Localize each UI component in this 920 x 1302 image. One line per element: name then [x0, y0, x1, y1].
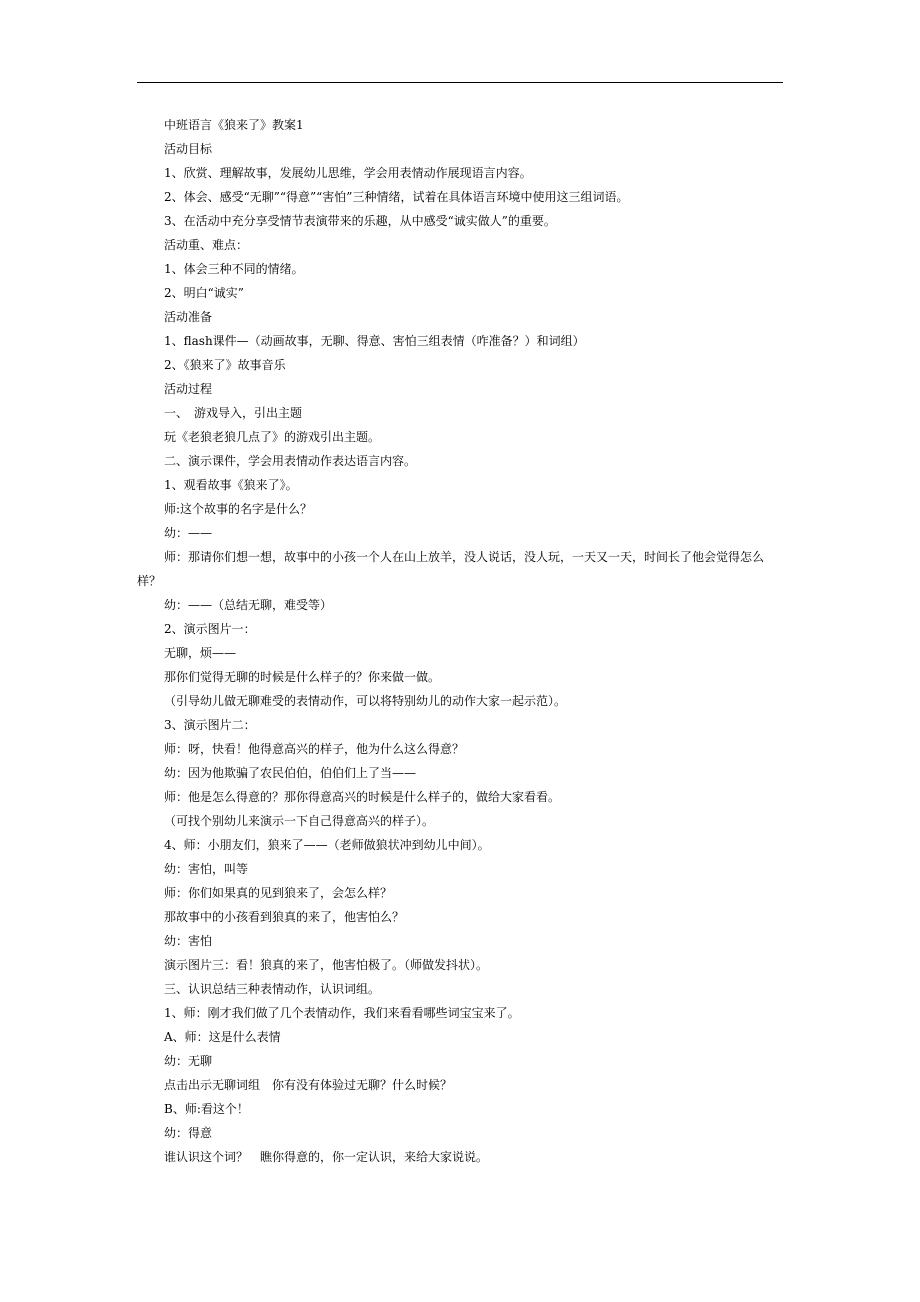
text-line: 无聊，烦—— — [164, 646, 237, 660]
text-line: 幼：害怕，叫等 — [164, 862, 249, 876]
text-line: 4、师：小朋友们，狼来了——（老师做狼状冲到幼儿中间）。 — [164, 838, 490, 852]
text-line: 幼：无聊 — [164, 1054, 213, 1068]
text-line: 幼：得意 — [164, 1126, 213, 1140]
text-line: 3、在活动中充分享受情节表演带来的乐趣，从中感受“诚实做人”的重要。 — [164, 214, 556, 228]
section-heading: 活动过程 — [164, 382, 213, 396]
header-rule — [137, 82, 783, 83]
section-heading: 活动重、难点： — [164, 238, 249, 252]
text-line: 那故事中的小孩看到狼真的来了，他害怕么？ — [164, 910, 405, 924]
text-line: 玩《老狼老狼几点了》的游戏引出主题。 — [164, 430, 381, 444]
text-line: 幼：因为他欺骗了农民伯伯，伯伯们上了当—— — [164, 766, 417, 780]
text-line: 三、认识总结三种表情动作，认识词组。 — [164, 982, 381, 996]
text-line: 师:这个故事的名字是什么？ — [164, 502, 313, 516]
text-line: B、师:看这个！ — [164, 1102, 249, 1116]
document-title: 中班语言《狼来了》教案1 — [164, 118, 304, 132]
text-line: 师：他是怎么得意的？那你得意高兴的时候是什么样子的，做给大家看看。 — [164, 790, 561, 804]
text-line: 幼：——（总结无聊，难受等） — [164, 598, 333, 612]
text-line: （引导幼儿做无聊难受的表情动作，可以将特别幼儿的动作大家一起示范）。 — [164, 694, 567, 708]
text-line: 师：你们如果真的见到狼来了，会怎么样？ — [164, 886, 393, 900]
text-line: 师：呀，快看！他得意高兴的样子，他为什么这么得意？ — [164, 742, 465, 756]
document-body — [137, 113, 785, 1169]
text-line: 演示图片三：看！狼真的来了，他害怕极了。（师做发抖状）。 — [164, 958, 489, 972]
text-line: 幼：—— — [164, 526, 213, 540]
text-line: A、师：这是什么表情 — [164, 1030, 281, 1044]
text-line: 1、欣赏、理解故事，发展幼儿思维，学会用表情动作展现语言内容。 — [164, 166, 532, 180]
text-line-wrapped: 师：那请你们想一想，故事中的小孩一个人在山上放羊，没人说话，没人玩，一天又一天，时间长了他会觉得怎么样？ — [137, 550, 765, 588]
text-line: 1、flash课件—（动画故事，无聊、得意、害怕三组表情（咋准备？）和词组） — [164, 334, 585, 348]
text-line: （可找个别幼儿来演示一下自己得意高兴的样子）。 — [164, 814, 435, 828]
text-line: 2、体会、感受“无聊”“得意”“害怕”三种情绪，试着在具体语言环境中使用这三组词语。 — [164, 190, 629, 204]
text-line: 1、师：刚才我们做了几个表情动作，我们来看看哪些词宝宝来了。 — [164, 1006, 520, 1020]
text-line: 点击出示无聊词组 你有没有体验过无聊？什么时候？ — [164, 1078, 453, 1092]
section-heading: 活动准备 — [164, 310, 213, 324]
text-line: 一、 游戏导入，引出主题 — [164, 406, 303, 420]
section-heading: 活动目标 — [164, 142, 213, 156]
text-line: 幼：害怕 — [164, 934, 213, 948]
text-line: 2、《狼来了》故事音乐 — [164, 358, 286, 372]
text-line: 3、演示图片二： — [164, 718, 256, 732]
text-line: 那你们觉得无聊的时候是什么样子的？你来做一做。 — [164, 670, 441, 684]
text-line: 二、演示课件，学会用表情动作表达语言内容。 — [164, 454, 417, 468]
text-line: 1、体会三种不同的情绪。 — [164, 262, 304, 276]
text-line: 1、观看故事《狼来了》。 — [164, 478, 298, 492]
text-line: 2、演示图片一： — [164, 622, 256, 636]
text-line: 2、明白“诚实” — [164, 286, 244, 300]
text-line: 谁认识这个词？ 瞧你得意的，你一定认识，来给大家说说。 — [164, 1150, 489, 1164]
